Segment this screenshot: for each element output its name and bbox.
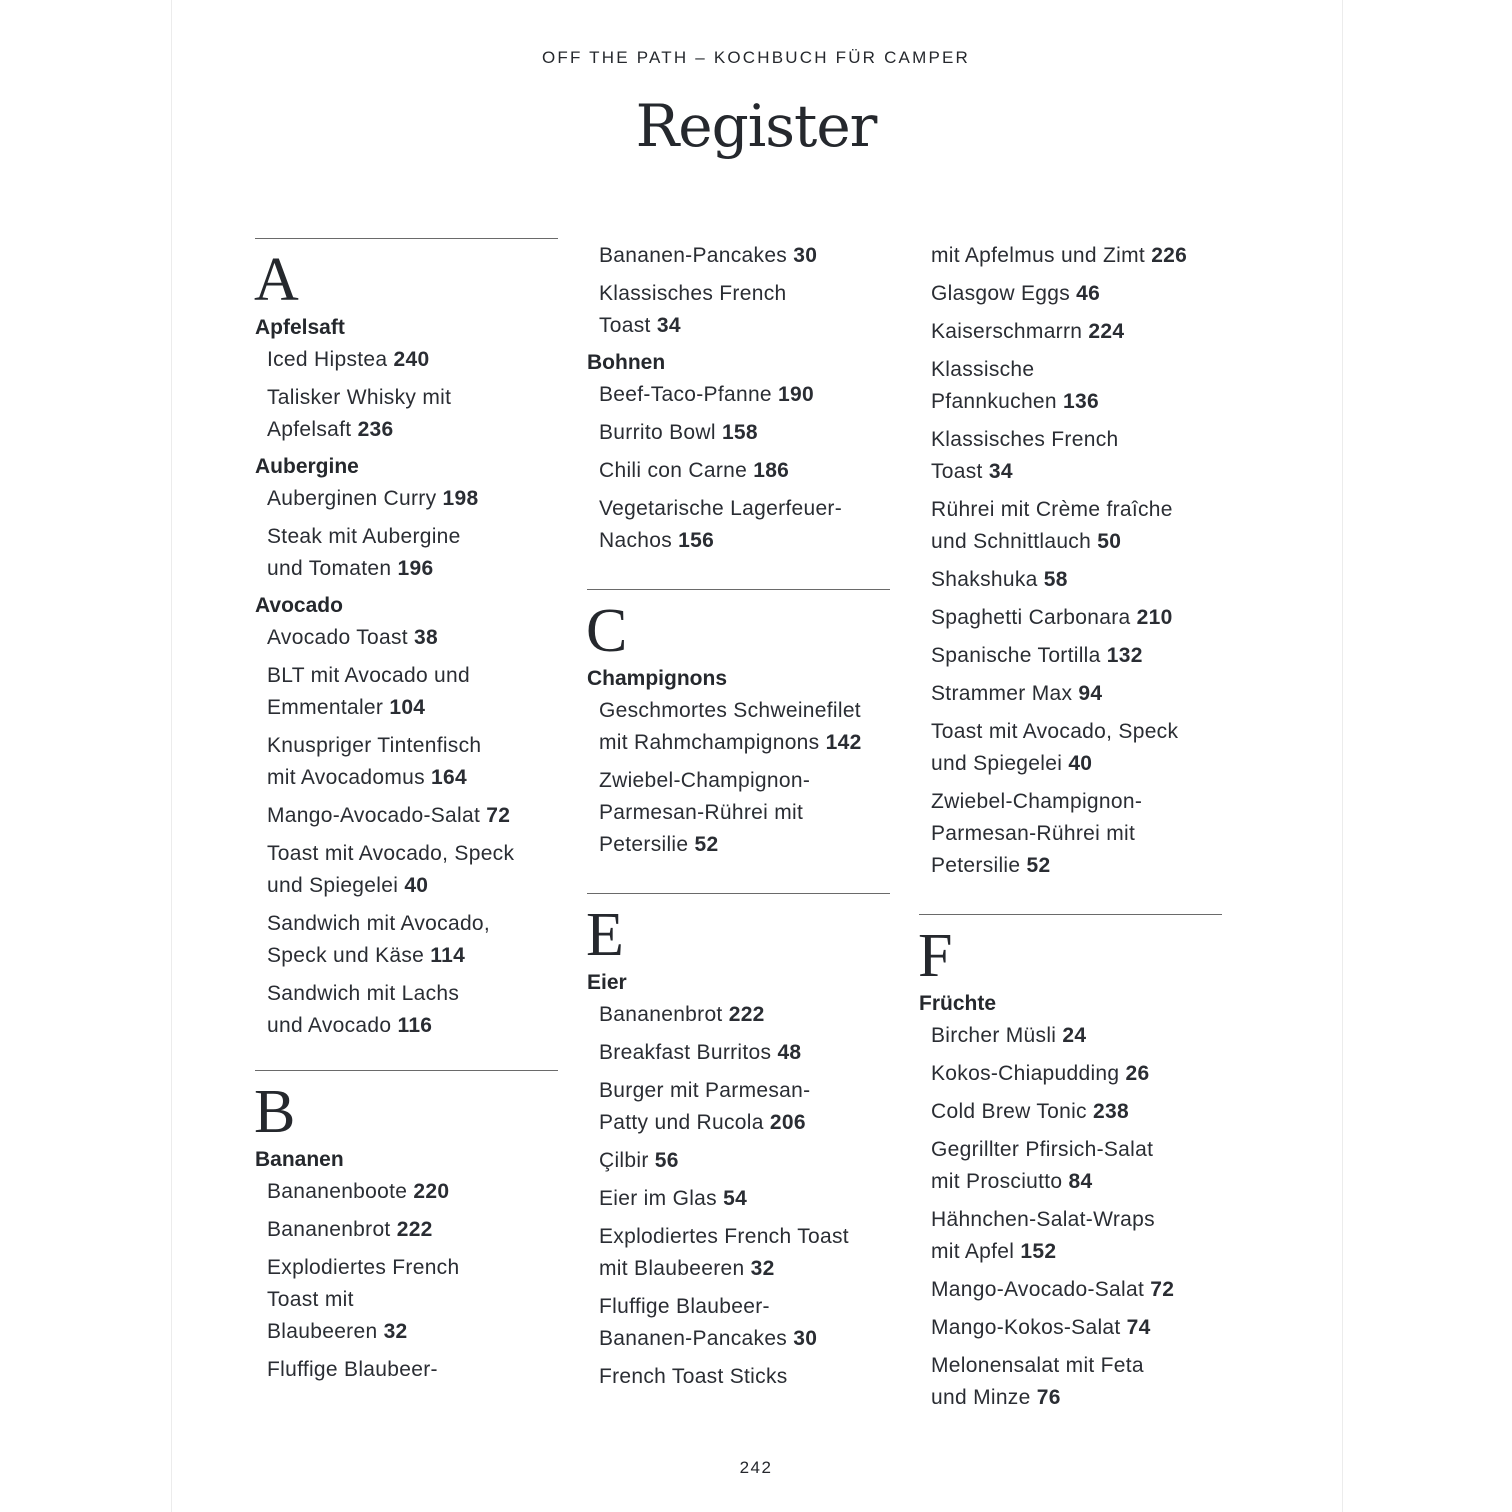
- index-section-a: [255, 238, 558, 1042]
- page-ref: 142: [825, 731, 862, 754]
- index-entry: Explodiertes French Toast mit Blaubeeren 32: [599, 1225, 849, 1280]
- index-entry: Fluffige Blaubeer-: [267, 1358, 438, 1381]
- page-ref: 52: [1026, 854, 1051, 877]
- page-title: Register: [635, 92, 877, 160]
- index-entry: Beef-Taco-Pfanne 190: [599, 383, 814, 406]
- page-ref: 222: [396, 1218, 433, 1241]
- index-column-3: [919, 238, 1222, 1420]
- page-ref: 158: [721, 421, 758, 444]
- page-ref: 52: [694, 833, 719, 856]
- page-ref: 240: [393, 348, 430, 371]
- index-entry: Knuspriger Tintenfisch mit Avocadomus 164: [267, 734, 482, 789]
- index-entry: Gegrillter Pfirsich-Salat mit Prosciutto 84: [931, 1138, 1154, 1193]
- page-ref: 34: [988, 460, 1013, 483]
- index-section-e: [587, 893, 890, 1393]
- index-entry: Iced Hipstea 240: [267, 348, 430, 371]
- index-entry: Kaiserschmarrn 224: [931, 320, 1125, 343]
- page-ref: 104: [389, 696, 426, 719]
- page-ref: 54: [723, 1187, 748, 1210]
- section-letter: A: [254, 246, 299, 314]
- index-entry: Strammer Max 94: [931, 682, 1103, 705]
- page-ref: 224: [1088, 320, 1125, 343]
- page-ref: 72: [1150, 1278, 1175, 1301]
- section-letter: F: [918, 922, 953, 990]
- page-ref: 196: [397, 557, 434, 580]
- page-ref: 116: [397, 1014, 433, 1037]
- page-ref: 226: [1151, 244, 1188, 267]
- page-ref: 136: [1063, 390, 1099, 413]
- index-keyword: Bohnen: [587, 351, 666, 374]
- page-ref: 210: [1136, 606, 1173, 629]
- page-ref: 84: [1068, 1170, 1093, 1193]
- index-entry: Cold Brew Tonic 238: [931, 1100, 1129, 1123]
- index-entry: Explodiertes French Toast mit Blaubeeren 32: [267, 1256, 460, 1343]
- index-entry: Geschmortes Schweinefilet mit Rahmchampignons 142: [599, 699, 862, 754]
- index-entry: Avocado Toast 38: [267, 626, 439, 649]
- index-entry: Steak mit Aubergine und Tomaten 196: [267, 525, 461, 580]
- index-keyword: Eier: [587, 971, 627, 994]
- page-ref: 152: [1020, 1240, 1057, 1263]
- index-keyword: Aubergine: [255, 455, 359, 478]
- index-entry: Eier im Glas 54: [599, 1187, 748, 1210]
- index-keyword: Früchte: [919, 992, 997, 1015]
- index-entry: Melonensalat mit Feta und Minze 76: [931, 1354, 1144, 1409]
- index-column-1: [255, 238, 558, 1392]
- index-entry: Shakshuka 58: [931, 568, 1068, 591]
- index-entry: Hähnchen-Salat-Wraps mit Apfel 152: [931, 1208, 1155, 1263]
- page-ref: 40: [1068, 752, 1093, 775]
- index-entry: Burger mit Parmesan- Patty und Rucola 206: [599, 1079, 811, 1134]
- index-entry: Spanische Tortilla 132: [931, 644, 1143, 667]
- index-entry: Bananenbrot 222: [599, 1003, 765, 1026]
- page-ref: 46: [1076, 282, 1101, 305]
- index-entry: Breakfast Burritos 48: [599, 1041, 802, 1064]
- index-keyword: Apfelsaft: [255, 316, 345, 339]
- page-ref: 72: [486, 804, 511, 827]
- page-ref: 222: [728, 1003, 765, 1026]
- page-ref: 94: [1078, 682, 1103, 705]
- index-entry: Toast mit Avocado, Speck und Spiegelei 40: [931, 720, 1179, 775]
- section-letter: C: [586, 597, 628, 665]
- index-entry: Zwiebel-Champignon- Parmesan-Rührei mit Petersilie 52: [931, 790, 1143, 877]
- index-entry: Bananen-Pancakes 30: [599, 244, 818, 267]
- index-entry: Bananenbrot 222: [267, 1218, 433, 1241]
- page-ref: 50: [1097, 530, 1122, 553]
- index-entry: Mango-Avocado-Salat 72: [931, 1278, 1175, 1301]
- index-entry: Fluffige Blaubeer- Bananen-Pancakes 30: [599, 1295, 818, 1350]
- page-ref: 220: [413, 1180, 450, 1203]
- index-entry: mit Apfelmus und Zimt 226: [931, 244, 1188, 267]
- index-entry: Mango-Avocado-Salat 72: [267, 804, 511, 827]
- page-ref: 190: [778, 383, 814, 406]
- page-ref: 38: [414, 626, 439, 649]
- page-ref: 114: [430, 944, 466, 967]
- index-section-c: [587, 589, 890, 861]
- index-entry: Rührei mit Crème fraîche und Schnittlauch 50: [931, 498, 1173, 553]
- index-entry: Spaghetti Carbonara 210: [931, 606, 1173, 629]
- page-ref: 236: [357, 418, 394, 441]
- index-entry: Burrito Bowl 158: [599, 421, 758, 444]
- page-number: 242: [739, 1458, 773, 1477]
- index-keyword: Avocado: [255, 594, 343, 617]
- page-ref: 30: [793, 244, 818, 267]
- page-ref: 58: [1043, 568, 1068, 591]
- page-ref: 198: [442, 487, 479, 510]
- index-entry: Çilbir 56: [599, 1149, 679, 1172]
- index-entry: Sandwich mit Lachs und Avocado 116: [267, 982, 460, 1037]
- index-entry: Chili con Carne 186: [599, 459, 790, 482]
- index-entry: BLT mit Avocado und Emmentaler 104: [267, 664, 470, 719]
- page-ref: 74: [1126, 1316, 1151, 1339]
- page-ref: 164: [431, 766, 467, 789]
- page-ref: 76: [1036, 1386, 1061, 1409]
- index-keyword: Bananen: [255, 1148, 344, 1171]
- index-entry: Glasgow Eggs 46: [931, 282, 1101, 305]
- index-section-b: [255, 1070, 558, 1386]
- section-letter: B: [254, 1078, 296, 1146]
- page-ref: 186: [753, 459, 790, 482]
- index-entry: Zwiebel-Champignon- Parmesan-Rührei mit Petersilie 52: [599, 769, 811, 856]
- page-ref: 34: [656, 314, 681, 337]
- page-ref: 238: [1093, 1100, 1129, 1123]
- index-column-2: [587, 238, 890, 1399]
- section-letter: E: [586, 901, 624, 969]
- index-entry: Kokos-Chiapudding 26: [931, 1062, 1150, 1085]
- page-ref: 32: [383, 1320, 408, 1343]
- index-entry: Klassisches French Toast 34: [931, 428, 1119, 483]
- index-entry: Sandwich mit Avocado, Speck und Käse 114: [267, 912, 491, 967]
- page-ref: 48: [777, 1041, 802, 1064]
- index-section-f: [919, 914, 1222, 1414]
- page-ref: 206: [769, 1111, 806, 1134]
- index-entry: Bircher Müsli 24: [931, 1024, 1087, 1047]
- page-ref: 156: [678, 529, 715, 552]
- index-keyword: Champignons: [587, 667, 727, 690]
- page-ref: 56: [654, 1149, 679, 1172]
- page-ref: 26: [1125, 1062, 1150, 1085]
- index-entry: Klassische Pfannkuchen 136: [931, 358, 1099, 413]
- page-ref: 40: [404, 874, 429, 897]
- page-ref: 132: [1106, 644, 1143, 667]
- index-entry: Auberginen Curry 198: [267, 487, 479, 510]
- index-entry: Toast mit Avocado, Speck und Spiegelei 40: [267, 842, 515, 897]
- index-entry: Klassisches French Toast 34: [599, 282, 787, 337]
- page-ref: 24: [1062, 1024, 1087, 1047]
- index-entry: Talisker Whisky mit Apfelsaft 236: [267, 386, 452, 441]
- page-ref: 30: [793, 1327, 818, 1350]
- running-head: OFF THE PATH – KOCHBUCH FÜR CAMPER: [541, 48, 971, 67]
- index-entry: French Toast Sticks: [599, 1365, 788, 1388]
- index-entry: Vegetarische Lagerfeuer- Nachos 156: [599, 497, 843, 552]
- index-entry: Bananenboote 220: [267, 1180, 450, 1203]
- page-ref: 32: [750, 1257, 775, 1280]
- index-entry: Mango-Kokos-Salat 74: [931, 1316, 1151, 1339]
